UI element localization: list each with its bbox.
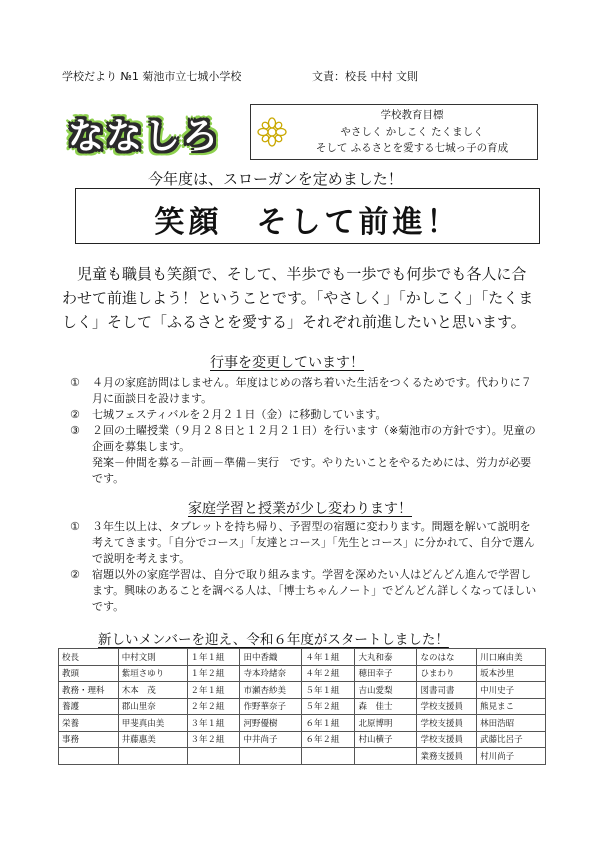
table-cell: 中井尚子 [240,731,302,748]
table-cell: 村川尚子 [477,748,546,765]
goals-title: 学校教育目標 [380,109,444,121]
table-cell: 井藤惠美 [118,731,187,748]
table-row [59,715,546,732]
table-cell: １年２組 [187,665,240,682]
item-follow-text: 発案－仲間を募る－計画－準備－実行 です。やりたいことをやるためには、労力が必要です。 [92,456,532,485]
table-cell: 学校支援員 [417,731,477,748]
table-cell: 郡山里奈 [118,698,187,715]
table-row [59,698,546,715]
table-cell: 川口麻由美 [477,649,546,666]
table-cell: 武藤比呂子 [477,731,546,748]
table-row [59,682,546,699]
list-item [70,407,540,423]
table-cell: 村山横子 [355,731,417,748]
slogan-text: 笑顔 そして前進！ [154,205,461,240]
table-cell: ２年１組 [187,682,240,699]
table-cell: ６年２組 [302,731,355,748]
table-row [59,665,546,682]
table-cell: 北原博明 [355,715,417,732]
table-row [59,649,546,666]
list-item [70,375,540,407]
school-emblem-icon [257,117,287,147]
intro-text: 今年度は、スローガンを定めました！ [148,170,403,188]
table-cell: ６年１組 [302,715,355,732]
table-cell: ３年２組 [187,731,240,748]
table-cell: ２年２組 [187,698,240,715]
table-cell: 業務支援員 [417,748,477,765]
table-cell: 寺本玲緒奈 [240,665,302,682]
body-paragraph: 児童も職員も笑顔で、そして、半歩でも一歩でも何歩でも各人に合わせて前進しよう！ということです。「やさしく」「かしこく」「たくましく」そして「ふるさとを愛する」それぞれ前進したいと思います。 [62,265,534,331]
table-cell: ４年１組 [302,649,355,666]
table-cell: 事務 [59,731,119,748]
table-cell: ３年１組 [187,715,240,732]
table-cell: 森 佳士 [355,698,417,715]
section-staff-title: 新しいメンバーを迎え、令和６年度がスタートしました！ [98,632,449,648]
table-cell: ５年２組 [302,698,355,715]
school-goals-box [250,104,538,160]
table-cell: 校長 [59,649,119,666]
table-cell: 穂田幸子 [355,665,417,682]
table-cell: 作野華奈子 [240,698,302,715]
table-cell: 図書司書 [417,682,477,699]
slogan-box [75,188,540,244]
table-cell: 河野優樹 [240,715,302,732]
table-row [59,731,546,748]
list-item [70,567,540,615]
table-cell: なのはな [417,649,477,666]
table-cell: 栄養 [59,715,119,732]
table-cell [302,748,355,765]
table-cell: 中川史子 [477,682,546,699]
table-cell [355,748,417,765]
table-cell [187,748,240,765]
goals-line-2: そして ふるさとを愛する七城っ子の育成 [315,142,509,154]
section-events-title: 行事を変更しています！ [210,355,364,371]
table-cell: ４年２組 [302,665,355,682]
table-cell: 学校支援員 [417,715,477,732]
table-cell [240,748,302,765]
item-number: ① [70,520,80,533]
table-cell: 坂本沙里 [477,665,546,682]
newsletter-issue: 学校だより №1 菊池市立七城小学校 [62,70,242,83]
table-cell: 林田浩昭 [477,715,546,732]
table-row [59,748,546,765]
table-cell: 吉山愛梨 [355,682,417,699]
table-cell: ５年１組 [302,682,355,699]
table-cell: 養護 [59,698,119,715]
item-number: ② [70,568,80,581]
item-number: ① [70,376,80,389]
table-cell: 教頭 [59,665,119,682]
newsletter-logo: ななしろ [68,116,221,157]
item-text: ４月の家庭訪問はしません。年度はじめの落ち着いた生活をつくるためです。代わりに７月に面談日を設けます。 [92,376,532,405]
item-number: ③ [70,424,80,437]
item-number: ② [70,408,80,421]
table-cell: 田中香織 [240,649,302,666]
table-cell: 紫垣さゆり [118,665,187,682]
section-homework-title: 家庭学習と授業が少し変わります！ [188,501,412,517]
list-item [70,519,540,567]
table-cell: １年１組 [187,649,240,666]
author-credit: 文責：校長 中村 文則 [312,70,418,83]
table-cell: 大丸和泰 [355,649,417,666]
item-text: 七城フェスティバルを２月２１日（金）に移動しています。 [92,408,387,421]
table-cell: 甲斐真由美 [118,715,187,732]
goals-line-1: やさしく かしこく たくましく [340,126,484,138]
item-text: ２回の土曜授業（９月２８日と１２月２１日）を行います（※菊池市の方針です）。児童の企画を募集します。 [92,424,536,453]
table-cell: 木本 茂 [118,682,187,699]
table-cell: 教務・理科 [59,682,119,699]
table-cell: 市瀬杏紗美 [240,682,302,699]
table-cell [59,748,119,765]
list-item [70,423,540,455]
table-cell: 学校支援員 [417,698,477,715]
staff-table [58,648,546,765]
table-cell [118,748,187,765]
table-cell: ひまわり [417,665,477,682]
table-cell: 中村文則 [118,649,187,666]
item-text: 宿題以外の家庭学習は、自分で取り組みます。学習を深めたい人はどんどん進んで学習します。興味のあることを調べる人は、「博士ちゃんノート」でどんどん詳しくなってほしいです。 [92,568,537,613]
item-text: ３年生以上は、タブレットを持ち帰り、予習型の宿題に変わります。問題を解いて説明を考えてきます。「自分でコース」「友達とコース」「先生とコース」に分かれて、自分で選んで説明を考えます。 [92,520,535,565]
table-cell: 熊見まこ [477,698,546,715]
